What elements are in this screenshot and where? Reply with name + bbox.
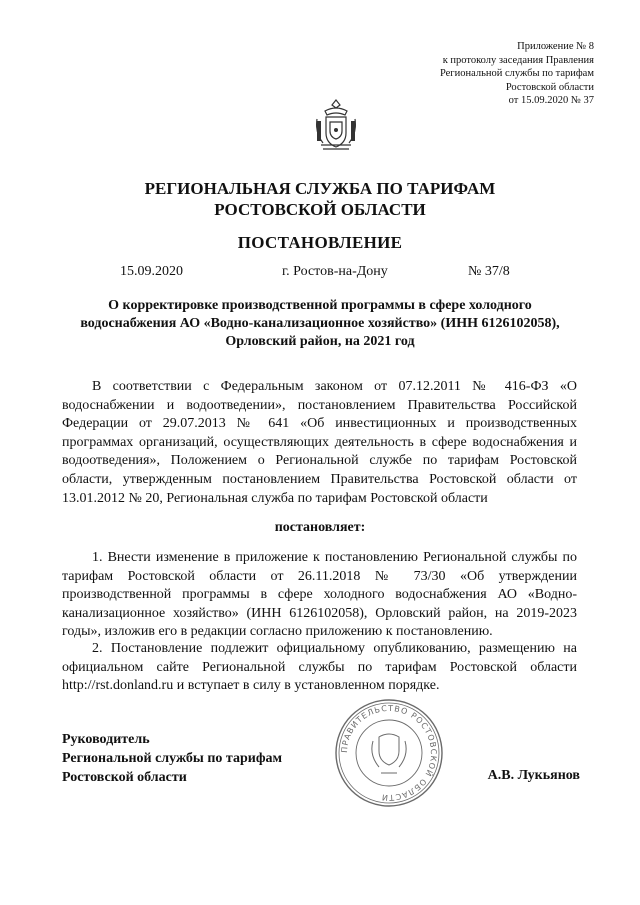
appendix-note	[440, 40, 594, 108]
organization-name-line-1: РЕГИОНАЛЬНАЯ СЛУЖБА ПО ТАРИФАМ	[144, 179, 496, 198]
document-city: г. Ростов-на-Дону	[282, 264, 388, 279]
document-number: № 37/8	[468, 264, 510, 279]
point-2-paragraph: 2. Постановление подлежит официальному опубликованию, размещению на официальном сайте Региональной службы по тарифам Ростовской области http://rst.donland.ru и вступает в силу в установленном порядке.	[62, 641, 577, 694]
decree-word: постановляет:	[274, 520, 366, 535]
document-date: 15.09.2020	[120, 264, 183, 279]
subject-line: О корректировке производственной программы в сфере холодного	[108, 298, 532, 313]
document-type-title: ПОСТАНОВЛЕНИЕ	[237, 233, 403, 252]
signature-title-line: Руководитель	[62, 732, 150, 747]
appendix-line: от 15.09.2020 № 37	[508, 95, 594, 106]
document-subject	[60, 297, 580, 351]
appendix-line: Региональной службы по тарифам	[439, 68, 594, 79]
subject-line: Орловский район, на 2021 год	[225, 334, 415, 349]
point-1-paragraph: 1. Внести изменение в приложение к постановлению Региональной службы по тарифам Ростовской области от 26.11.2018 № 73/30 «Об утверждении производственной программы в сфере холодного водоснабжения АО «Водно-канализационное хозяйство» (ИНН 6126102058), Орловский район, на 2019-2023 годы», изложив его в редакции согласно приложению к постановлению.	[62, 550, 577, 640]
signature-title-line: Региональной службы по тарифам	[62, 751, 283, 766]
coat-of-arms-emblem-icon	[313, 97, 359, 155]
signature-title	[62, 730, 282, 787]
appendix-line: к протоколу заседания Правления	[442, 54, 594, 66]
intro-paragraph: В соответствии с Федеральным законом от 07.12.2011 № 416-ФЗ «О водоснабжении и водоотведении», постановлением Правительства Российской Федерации от 29.07.2013 № 641 «Об инвестиционных и производственных программах организаций, осуществляющих деятельность в сфере водоснабжения и водоотведения», Положением о Региональной службе по тарифам Ростовской области, утвержденным постановлением Правительства Ростовской области от 13.01.2012 № 20, Региональная служба по тарифам Ростовской области	[62, 379, 577, 506]
official-seal-stamp-icon	[333, 697, 445, 809]
appendix-line: Приложение № 8	[517, 41, 594, 52]
signature-title-line: Ростовской области	[62, 770, 187, 785]
stamp-text: ПРАВИТЕЛЬСТВО РОСТОВСКОЙ ОБЛАСТИ	[339, 703, 439, 803]
subject-line: водоснабжения АО «Водно-канализационное хозяйство» (ИНН 6126102058),	[80, 316, 560, 331]
signer-name: А.В. Лукьянов	[487, 768, 580, 783]
organization-name-line-2: РОСТОВСКОЙ ОБЛАСТИ	[214, 200, 426, 219]
appendix-line: Ростовской области	[505, 81, 594, 93]
